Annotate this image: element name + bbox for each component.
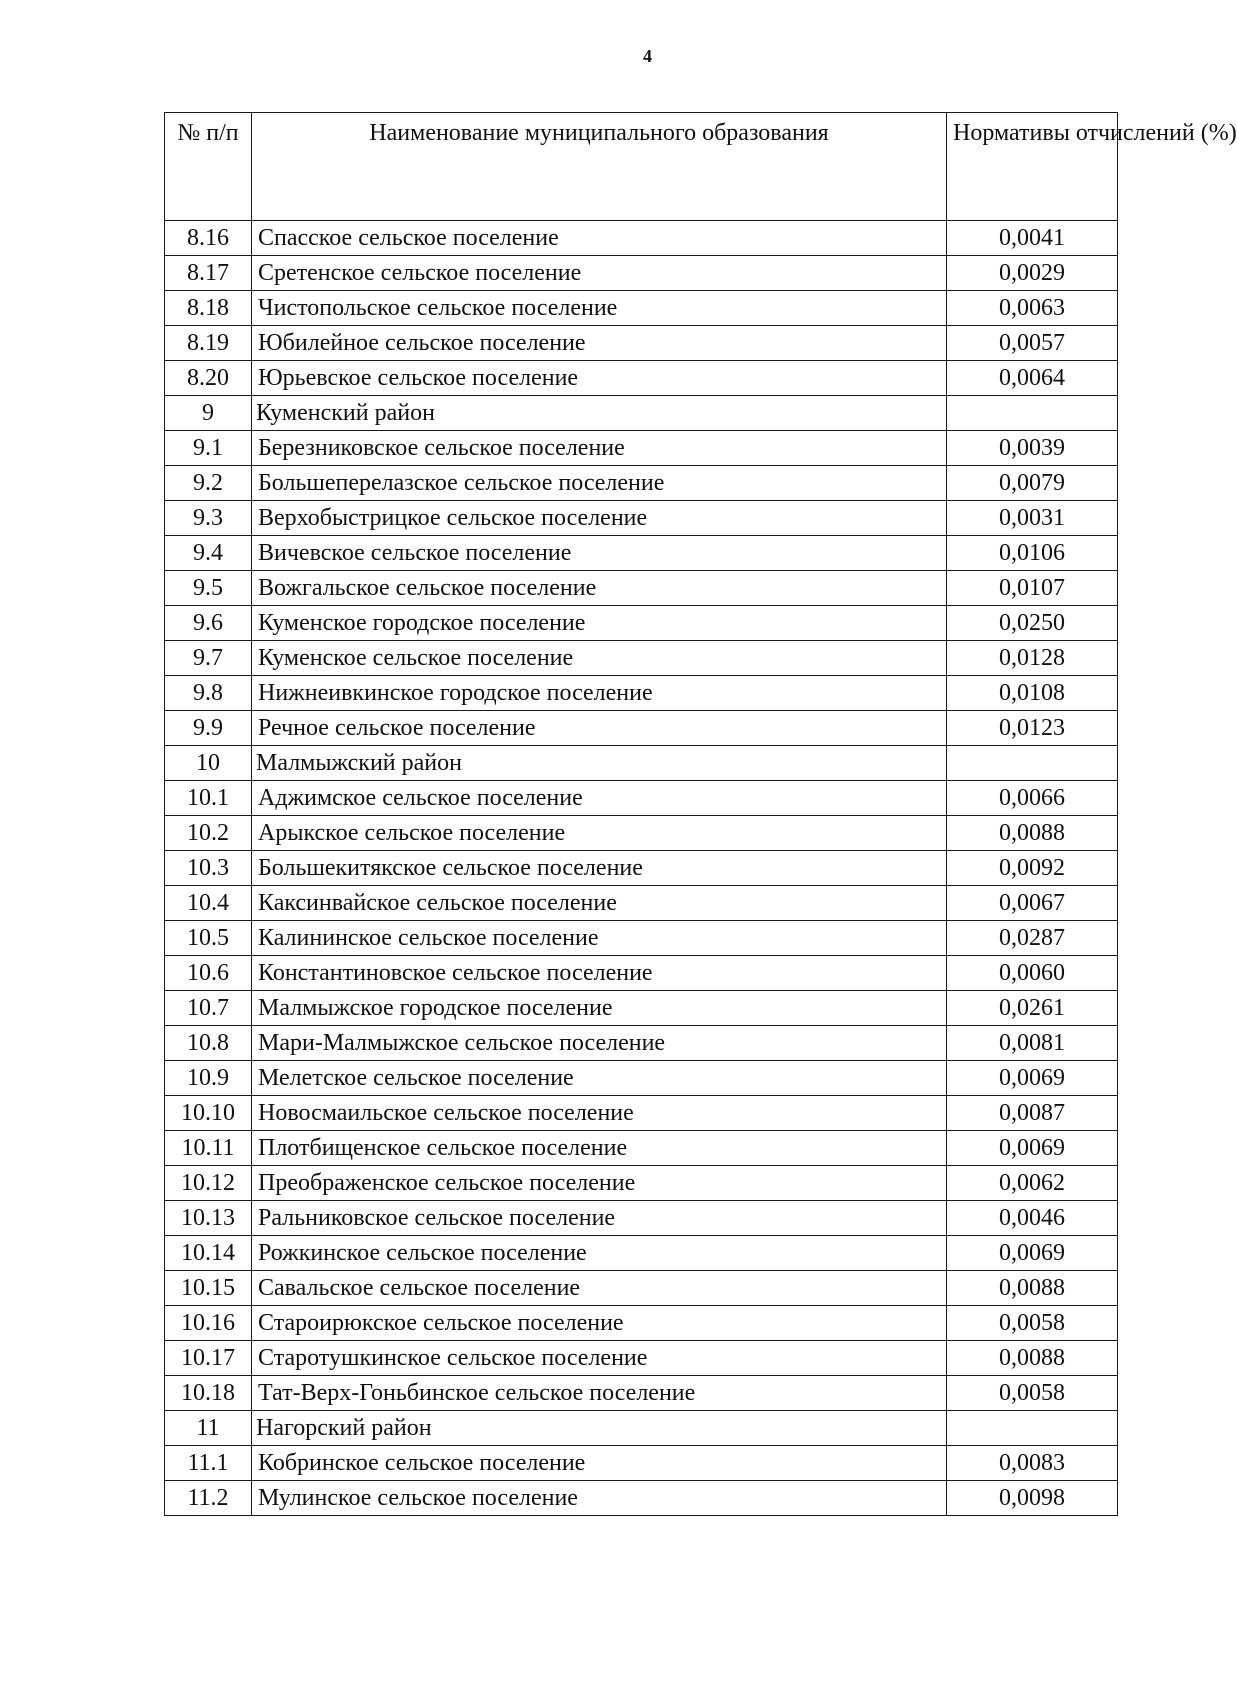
norm-value-cell: 0,0060 bbox=[947, 956, 1118, 991]
municipality-name-cell: Савальское сельское поселение bbox=[252, 1271, 947, 1306]
norm-value-cell: 0,0062 bbox=[947, 1166, 1118, 1201]
norm-value-cell: 0,0058 bbox=[947, 1376, 1118, 1411]
row-number-cell: 8.16 bbox=[165, 221, 252, 256]
norm-value-cell: 0,0069 bbox=[947, 1061, 1118, 1096]
municipality-name-cell: Верхобыстрицкое сельское поселение bbox=[252, 501, 947, 536]
norm-value-cell: 0,0250 bbox=[947, 606, 1118, 641]
municipality-name-cell: Рожкинское сельское поселение bbox=[252, 1236, 947, 1271]
row-number-cell: 9.9 bbox=[165, 711, 252, 746]
norm-value-cell: 0,0083 bbox=[947, 1446, 1118, 1481]
municipality-name-cell: Кобринское сельское поселение bbox=[252, 1446, 947, 1481]
municipality-name-cell: Большеперелазское сельское поселение bbox=[252, 466, 947, 501]
norm-value-cell: 0,0287 bbox=[947, 921, 1118, 956]
table-row bbox=[165, 641, 1118, 676]
table-row bbox=[165, 256, 1118, 291]
row-number-cell: 10.8 bbox=[165, 1026, 252, 1061]
municipality-name-cell: Сретенское сельское поселение bbox=[252, 256, 947, 291]
header-value: Нормативы отчислений (%) bbox=[947, 113, 1118, 221]
municipality-name-cell: Нижнеивкинское городское поселение bbox=[252, 676, 947, 711]
table-row bbox=[165, 501, 1118, 536]
table-row bbox=[165, 886, 1118, 921]
row-number-cell: 10.9 bbox=[165, 1061, 252, 1096]
municipality-name-cell: Нагорский район bbox=[252, 1411, 947, 1446]
table-row bbox=[165, 991, 1118, 1026]
norm-value-cell bbox=[947, 396, 1118, 431]
municipality-name-cell: Юбилейное сельское поселение bbox=[252, 326, 947, 361]
municipality-name-cell: Юрьевское сельское поселение bbox=[252, 361, 947, 396]
norm-value-cell: 0,0081 bbox=[947, 1026, 1118, 1061]
table-row bbox=[165, 711, 1118, 746]
norm-value-cell: 0,0106 bbox=[947, 536, 1118, 571]
table-row bbox=[165, 1271, 1118, 1306]
table-row bbox=[165, 1061, 1118, 1096]
row-number-cell: 9.6 bbox=[165, 606, 252, 641]
municipality-name-cell: Куменское городское поселение bbox=[252, 606, 947, 641]
table-row bbox=[165, 606, 1118, 641]
table-row bbox=[165, 1026, 1118, 1061]
norm-value-cell: 0,0039 bbox=[947, 431, 1118, 466]
municipality-name-cell: Куменское сельское поселение bbox=[252, 641, 947, 676]
header-row bbox=[165, 113, 1118, 221]
norm-value-cell: 0,0128 bbox=[947, 641, 1118, 676]
municipality-name-cell: Вожгальское сельское поселение bbox=[252, 571, 947, 606]
row-number-cell: 11.2 bbox=[165, 1481, 252, 1516]
municipality-name-cell: Большекитякское сельское поселение bbox=[252, 851, 947, 886]
row-number-cell: 8.20 bbox=[165, 361, 252, 396]
municipality-name-cell: Калининское сельское поселение bbox=[252, 921, 947, 956]
row-number-cell: 10.5 bbox=[165, 921, 252, 956]
row-number-cell: 10.6 bbox=[165, 956, 252, 991]
row-number-cell: 9.2 bbox=[165, 466, 252, 501]
header-name: Наименование муниципального образования bbox=[252, 113, 947, 221]
table-row bbox=[165, 291, 1118, 326]
table-row bbox=[165, 1376, 1118, 1411]
municipality-name-cell: Тат-Верх-Гоньбинское сельское поселение bbox=[252, 1376, 947, 1411]
district-row bbox=[165, 746, 1118, 781]
table-row bbox=[165, 1446, 1118, 1481]
norm-value-cell: 0,0064 bbox=[947, 361, 1118, 396]
table-row bbox=[165, 921, 1118, 956]
row-number-cell: 10.14 bbox=[165, 1236, 252, 1271]
row-number-cell: 9.8 bbox=[165, 676, 252, 711]
table-row bbox=[165, 361, 1118, 396]
municipality-name-cell: Преображенское сельское поселение bbox=[252, 1166, 947, 1201]
norm-value-cell: 0,0067 bbox=[947, 886, 1118, 921]
municipality-name-cell: Чистопольское сельское поселение bbox=[252, 291, 947, 326]
row-number-cell: 10.1 bbox=[165, 781, 252, 816]
table-row bbox=[165, 1341, 1118, 1376]
norm-value-cell: 0,0108 bbox=[947, 676, 1118, 711]
row-number-cell: 9.5 bbox=[165, 571, 252, 606]
district-row bbox=[165, 1411, 1118, 1446]
norm-value-cell: 0,0069 bbox=[947, 1131, 1118, 1166]
table-row bbox=[165, 816, 1118, 851]
table-row bbox=[165, 326, 1118, 361]
municipality-name-cell: Речное сельское поселение bbox=[252, 711, 947, 746]
page-number: 4 bbox=[643, 46, 652, 66]
norms-table bbox=[164, 112, 1237, 1516]
table-row bbox=[165, 676, 1118, 711]
municipality-name-cell: Старотушкинское сельское поселение bbox=[252, 1341, 947, 1376]
row-number-cell: 9.7 bbox=[165, 641, 252, 676]
table-row bbox=[165, 1306, 1118, 1341]
municipality-name-cell: Каксинвайское сельское поселение bbox=[252, 886, 947, 921]
municipality-name-cell: Вичевское сельское поселение bbox=[252, 536, 947, 571]
norm-value-cell: 0,0069 bbox=[947, 1236, 1118, 1271]
row-number-cell: 10.11 bbox=[165, 1131, 252, 1166]
table-row bbox=[165, 1236, 1118, 1271]
row-number-cell: 11 bbox=[165, 1411, 252, 1446]
row-number-cell: 10.2 bbox=[165, 816, 252, 851]
row-number-cell: 9.4 bbox=[165, 536, 252, 571]
municipality-name-cell: Аджимское сельское поселение bbox=[252, 781, 947, 816]
table-row bbox=[165, 431, 1118, 466]
row-number-cell: 10.17 bbox=[165, 1341, 252, 1376]
municipality-name-cell: Мулинское сельское поселение bbox=[252, 1481, 947, 1516]
header-number: № п/п bbox=[165, 113, 252, 221]
row-number-cell: 8.17 bbox=[165, 256, 252, 291]
row-number-cell: 10.16 bbox=[165, 1306, 252, 1341]
norm-value-cell: 0,0092 bbox=[947, 851, 1118, 886]
table-row bbox=[165, 1096, 1118, 1131]
row-number-cell: 10.12 bbox=[165, 1166, 252, 1201]
row-number-cell: 10.18 bbox=[165, 1376, 252, 1411]
municipality-name-cell: Мелетское сельское поселение bbox=[252, 1061, 947, 1096]
municipality-name-cell: Арыкское сельское поселение bbox=[252, 816, 947, 851]
row-number-cell: 9.1 bbox=[165, 431, 252, 466]
norm-value-cell: 0,0098 bbox=[947, 1481, 1118, 1516]
municipality-name-cell: Куменский район bbox=[252, 396, 947, 431]
municipality-name-cell: Ральниковское сельское поселение bbox=[252, 1201, 947, 1236]
municipality-name-cell: Малмыжское городское поселение bbox=[252, 991, 947, 1026]
norm-value-cell: 0,0079 bbox=[947, 466, 1118, 501]
municipality-name-cell: Березниковское сельское поселение bbox=[252, 431, 947, 466]
norm-value-cell: 0,0031 bbox=[947, 501, 1118, 536]
table-row bbox=[165, 956, 1118, 991]
table-header bbox=[165, 113, 1237, 221]
table-row bbox=[165, 466, 1118, 501]
row-number-cell: 11.1 bbox=[165, 1446, 252, 1481]
norm-value-cell: 0,0088 bbox=[947, 816, 1118, 851]
table-row bbox=[165, 571, 1118, 606]
table-row bbox=[165, 781, 1118, 816]
norm-value-cell: 0,0087 bbox=[947, 1096, 1118, 1131]
norm-value-cell: 0,0041 bbox=[947, 221, 1118, 256]
district-row bbox=[165, 396, 1118, 431]
table-row bbox=[165, 1131, 1118, 1166]
norm-value-cell: 0,0066 bbox=[947, 781, 1118, 816]
row-number-cell: 10.15 bbox=[165, 1271, 252, 1306]
norm-value-cell: 0,0123 bbox=[947, 711, 1118, 746]
norm-value-cell: 0,0261 bbox=[947, 991, 1118, 1026]
municipality-name-cell: Новосмаильское сельское поселение bbox=[252, 1096, 947, 1131]
row-number-cell: 8.19 bbox=[165, 326, 252, 361]
row-number-cell: 10.4 bbox=[165, 886, 252, 921]
row-number-cell: 9.3 bbox=[165, 501, 252, 536]
municipality-name-cell: Малмыжский район bbox=[252, 746, 947, 781]
row-number-cell: 8.18 bbox=[165, 291, 252, 326]
norm-value-cell: 0,0046 bbox=[947, 1201, 1118, 1236]
table-row bbox=[165, 1481, 1118, 1516]
table-row bbox=[165, 221, 1118, 256]
row-number-cell: 10.7 bbox=[165, 991, 252, 1026]
municipality-name-cell: Спасское сельское поселение bbox=[252, 221, 947, 256]
norm-value-cell: 0,0029 bbox=[947, 256, 1118, 291]
norm-value-cell: 0,0107 bbox=[947, 571, 1118, 606]
table-row bbox=[165, 1166, 1118, 1201]
municipality-name-cell: Староирюкское сельское поселение bbox=[252, 1306, 947, 1341]
municipality-name-cell: Константиновское сельское поселение bbox=[252, 956, 947, 991]
norm-value-cell: 0,0088 bbox=[947, 1271, 1118, 1306]
row-number-cell: 10.13 bbox=[165, 1201, 252, 1236]
norm-value-cell bbox=[947, 746, 1118, 781]
table-row bbox=[165, 851, 1118, 886]
row-number-cell: 10.3 bbox=[165, 851, 252, 886]
norm-value-cell: 0,0057 bbox=[947, 326, 1118, 361]
table-row bbox=[165, 1201, 1118, 1236]
table-row bbox=[165, 536, 1118, 571]
norm-value-cell: 0,0058 bbox=[947, 1306, 1118, 1341]
row-number-cell: 10.10 bbox=[165, 1096, 252, 1131]
municipality-name-cell: Плотбищенское сельское поселение bbox=[252, 1131, 947, 1166]
norm-value-cell bbox=[947, 1411, 1118, 1446]
norm-value-cell: 0,0063 bbox=[947, 291, 1118, 326]
norm-value-cell: 0,0088 bbox=[947, 1341, 1118, 1376]
row-number-cell: 9 bbox=[165, 396, 252, 431]
table-body bbox=[165, 221, 1118, 1516]
municipality-name-cell: Мари-Малмыжское сельское поселение bbox=[252, 1026, 947, 1061]
row-number-cell: 10 bbox=[165, 746, 252, 781]
